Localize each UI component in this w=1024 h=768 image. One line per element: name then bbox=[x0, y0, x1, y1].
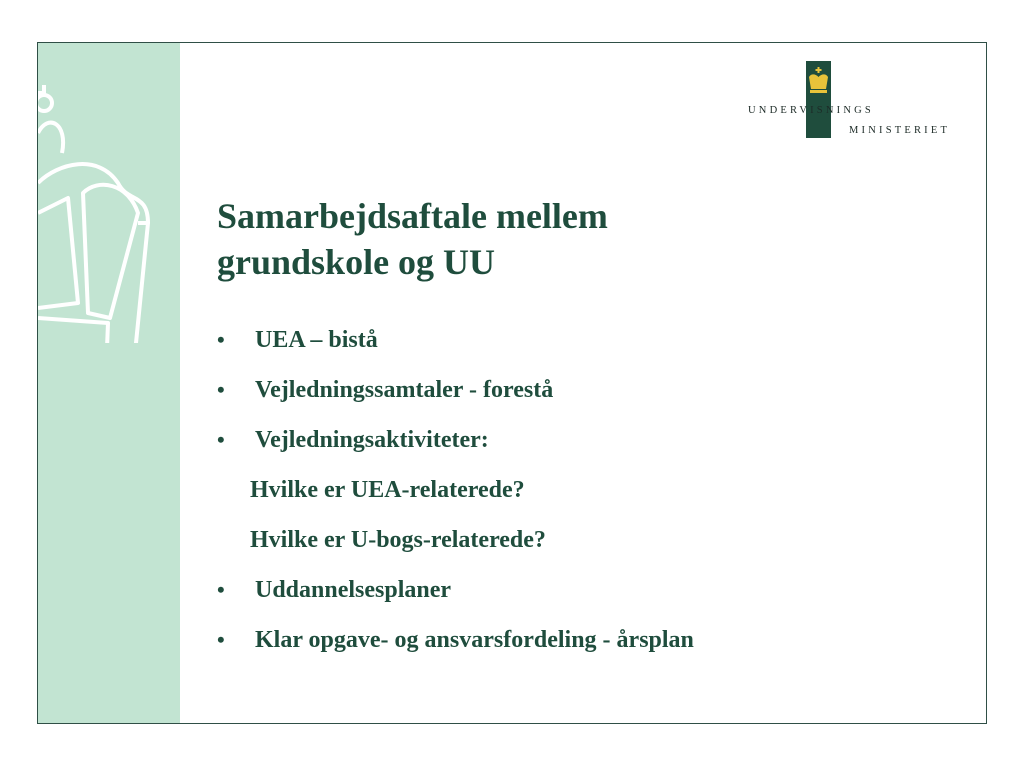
bullet-item bbox=[217, 365, 957, 415]
sub-item bbox=[217, 465, 957, 515]
logo-bar bbox=[806, 61, 831, 138]
bullet-text: Vejledningsaktiviteter: bbox=[255, 426, 489, 453]
sub-item-text: Hvilke er U-bogs-relaterede? bbox=[250, 526, 546, 553]
slide-title bbox=[217, 193, 817, 285]
bullet-marker: • bbox=[217, 427, 225, 452]
logo-text-line2: MINISTERIET bbox=[849, 125, 951, 136]
side-band bbox=[38, 43, 180, 723]
bullet-text: Klar opgave- og ansvarsfordeling - årsplan bbox=[255, 626, 694, 653]
bullet-text: Uddannelsesplaner bbox=[255, 576, 452, 603]
slide bbox=[37, 42, 987, 724]
bullet-list bbox=[217, 315, 957, 665]
bullet-marker: • bbox=[217, 627, 225, 652]
crown-watermark-icon bbox=[38, 83, 180, 343]
bullet-item bbox=[217, 315, 957, 365]
crown-icon bbox=[806, 67, 831, 97]
bullet-item bbox=[217, 615, 957, 665]
bullet-marker: • bbox=[217, 577, 225, 602]
logo-text-line1: UNDERVISNINGS bbox=[748, 105, 874, 116]
bullet-item bbox=[217, 415, 957, 465]
bullet-marker: • bbox=[217, 327, 225, 352]
bullet-text: Vejledningssamtaler - forestå bbox=[255, 376, 554, 403]
title-line2: grundskole og UU bbox=[217, 242, 496, 282]
title-line1: Samarbejdsaftale mellem bbox=[217, 196, 608, 236]
bullet-marker: • bbox=[217, 377, 225, 402]
bullet-text: UEA – bistå bbox=[255, 326, 378, 353]
ministry-logo bbox=[748, 61, 978, 141]
bullet-item bbox=[217, 565, 957, 615]
sub-item-text: Hvilke er UEA-relaterede? bbox=[250, 476, 525, 503]
sub-item bbox=[217, 515, 957, 565]
